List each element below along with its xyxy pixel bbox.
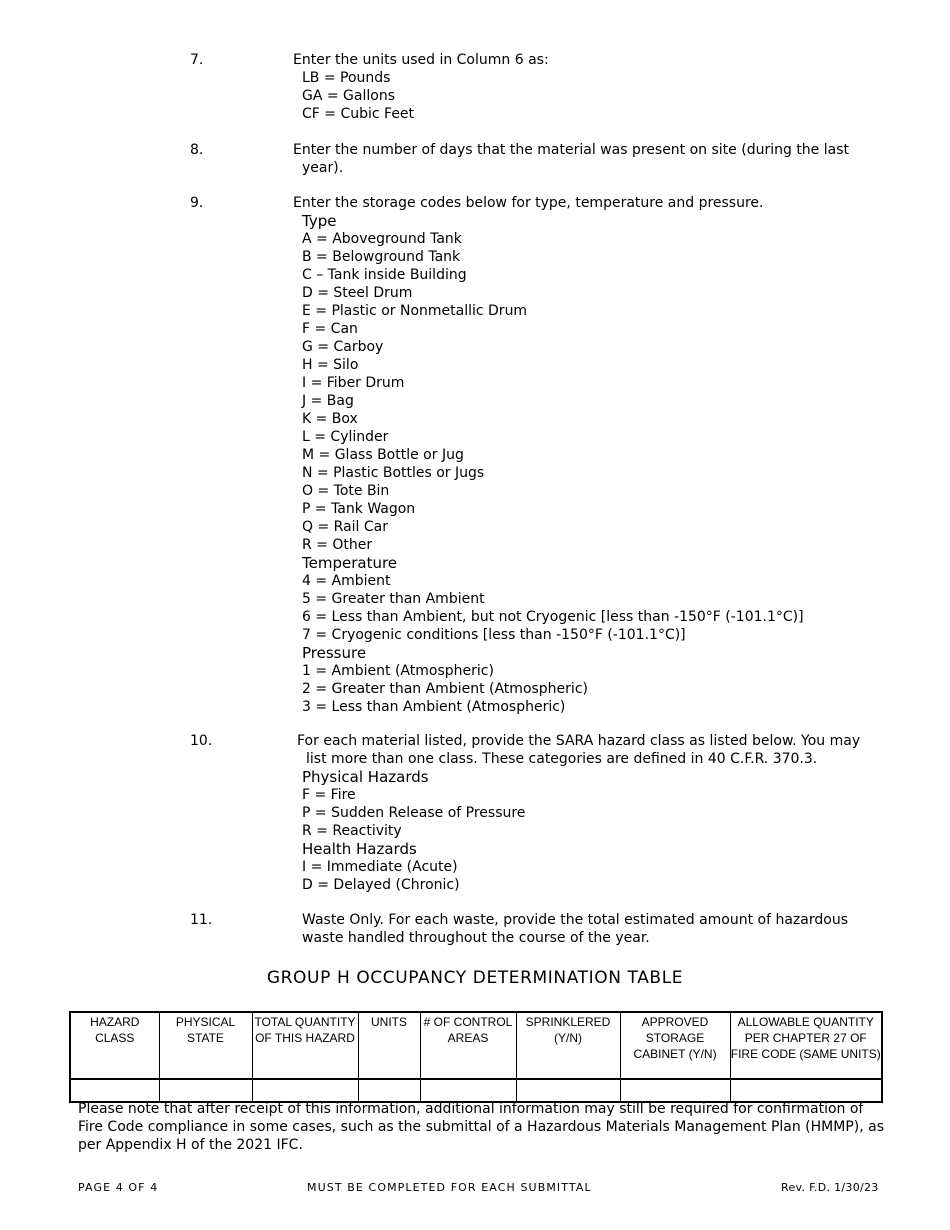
list-item: 5 = Greater than Ambient — [302, 591, 485, 607]
item-11-text: Waste Only. For each waste, provide the total estimated amount of hazardous waste handled throughout the course of the year. — [302, 912, 848, 946]
footer-notice: MUST BE COMPLETED FOR EACH SUBMITTAL — [307, 1181, 592, 1194]
list-item: B = Belowground Tank — [302, 249, 461, 265]
column-header: TOTAL QUANTITY OF THIS HAZARD — [252, 1012, 358, 1079]
list-item: G = Carboy — [302, 339, 384, 355]
item-9-text: Enter the storage codes below for type, temperature and pressure. — [293, 195, 764, 211]
item-10 — [297, 732, 877, 894]
temperature-heading: Temperature — [302, 554, 398, 572]
list-item: 7 = Cryogenic conditions [less than -150°F (-101.1°C)] — [302, 627, 686, 643]
list-item: P = Tank Wagon — [302, 501, 416, 517]
health-hazards-heading: Health Hazards — [302, 840, 417, 858]
column-header: PHYSICAL STATE — [159, 1012, 252, 1079]
list-item: I = Fiber Drum — [302, 375, 405, 391]
physical-hazards-heading: Physical Hazards — [302, 768, 429, 786]
list-item: 2 = Greater than Ambient (Atmospheric) — [302, 681, 588, 697]
revision-label: Rev. F.D. 1/30/23 — [781, 1181, 879, 1194]
item-7-number: 7. — [190, 52, 204, 68]
type-heading: Type — [302, 212, 337, 230]
item-7-text: Enter the units used in Column 6 as: — [293, 52, 549, 68]
item-8-number: 8. — [190, 142, 204, 158]
list-item: R = Other — [302, 537, 373, 553]
table-row — [70, 1079, 882, 1102]
list-item: D = Delayed (Chronic) — [302, 877, 460, 893]
list-item: 4 = Ambient — [302, 573, 391, 589]
units-list — [293, 69, 873, 123]
item-9-number: 9. — [190, 195, 204, 211]
column-header: UNITS — [358, 1012, 420, 1079]
list-item: L = Cylinder — [302, 429, 389, 445]
list-item: GA = Gallons — [302, 88, 395, 104]
item-10-number: 10. — [190, 733, 213, 749]
item-10-text: For each material listed, provide the SARA hazard class as listed below. You may list more than one class. These categories are defined in 40 C.F.R. 370.3. — [297, 733, 861, 767]
list-item: N = Plastic Bottles or Jugs — [302, 465, 485, 481]
item-11-number: 11. — [190, 912, 213, 928]
list-item: 6 = Less than Ambient, but not Cryogenic [less than -150°F (-101.1°C)] — [302, 609, 804, 625]
physical-state-cell[interactable] — [159, 1079, 252, 1102]
list-item: M = Glass Bottle or Jug — [302, 447, 464, 463]
column-header: HAZARD CLASS — [70, 1012, 159, 1079]
storage-codes — [293, 212, 873, 716]
hazard-class-cell[interactable] — [70, 1079, 159, 1102]
allowable-quantity-cell[interactable] — [730, 1079, 882, 1102]
control-areas-cell[interactable] — [420, 1079, 516, 1102]
table-header-row — [70, 1012, 882, 1079]
list-item: J = Bag — [302, 393, 354, 409]
group-h-occupancy-table — [69, 1011, 883, 1103]
item-11 — [302, 911, 862, 947]
item-8-text: Enter the number of days that the material was present on site (during the last year). — [293, 142, 849, 176]
list-item: I = Immediate (Acute) — [302, 859, 458, 875]
table-title: GROUP H OCCUPANCY DETERMINATION TABLE — [266, 968, 684, 988]
column-header: ALLOWABLE QUANTITY PER CHAPTER 27 OF FIRE CODE (SAME UNITS) — [730, 1012, 882, 1079]
list-item: F = Can — [302, 321, 358, 337]
list-item: E = Plastic or Nonmetallic Drum — [302, 303, 528, 319]
list-item: H = Silo — [302, 357, 359, 373]
list-item: K = Box — [302, 411, 358, 427]
list-item: F = Fire — [302, 787, 356, 803]
hazard-classes — [297, 768, 877, 894]
page-number: PAGE 4 OF 4 — [78, 1181, 159, 1194]
list-item: LB = Pounds — [302, 70, 391, 86]
column-header: # OF CONTROL AREAS — [420, 1012, 516, 1079]
column-header: APPROVED STORAGE CABINET (Y/N) — [620, 1012, 730, 1079]
list-item: D = Steel Drum — [302, 285, 413, 301]
sprinklered-cell[interactable] — [516, 1079, 620, 1102]
list-item: Q = Rail Car — [302, 519, 388, 535]
item-8 — [293, 141, 873, 177]
pressure-heading: Pressure — [302, 644, 367, 662]
storage-cabinet-cell[interactable] — [620, 1079, 730, 1102]
list-item: C – Tank inside Building — [302, 267, 467, 283]
list-item: A = Aboveground Tank — [302, 231, 462, 247]
column-header: SPRINKLERED (Y/N) — [516, 1012, 620, 1079]
compliance-note: Please note that after receipt of this information, additional information may still be required for confirmation of Fire Code compliance in some cases, such as the submittal of a Hazardous Materials Management Plan (HMMP), as per Appendix H of the 2021 IFC. — [78, 1101, 885, 1153]
list-item: 1 = Ambient (Atmospheric) — [302, 663, 494, 679]
item-9 — [293, 194, 873, 716]
total-quantity-cell[interactable] — [252, 1079, 358, 1102]
list-item: R = Reactivity — [302, 823, 402, 839]
item-7 — [293, 51, 873, 123]
list-item: 3 = Less than Ambient (Atmospheric) — [302, 699, 566, 715]
list-item: P = Sudden Release of Pressure — [302, 805, 526, 821]
units-cell[interactable] — [358, 1079, 420, 1102]
list-item: CF = Cubic Feet — [302, 106, 415, 122]
list-item: O = Tote Bin — [302, 483, 390, 499]
